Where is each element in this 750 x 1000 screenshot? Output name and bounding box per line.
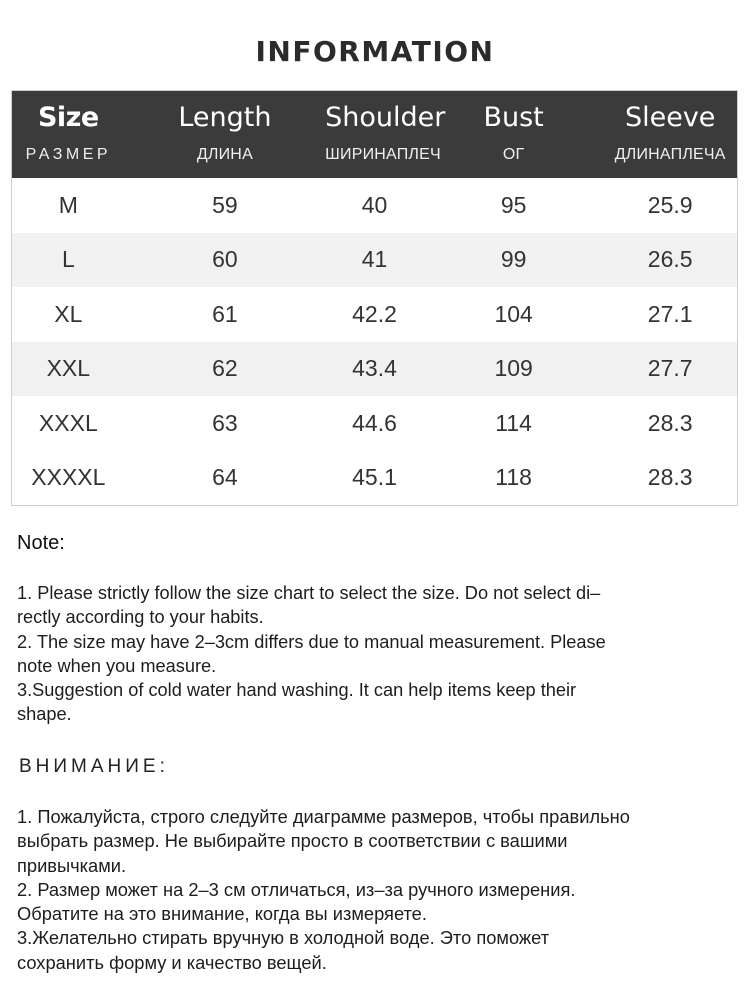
table-row: [12, 396, 737, 451]
attention-line: привычками.: [17, 854, 127, 876]
cell-bust: 109: [494, 355, 533, 382]
note-line: 1. Please strictly follow the size chart to select the size. Do not select di–: [17, 583, 601, 603]
cell-shoulder: 45.1: [352, 464, 397, 491]
cell-shoulder: 43.4: [352, 355, 397, 382]
header-label: Size: [37, 102, 99, 133]
page-title: INFORMATION: [255, 35, 495, 68]
note-heading-wrap: [17, 532, 737, 555]
note-line: 3.Suggestion of cold water hand washing. It can help items keep their: [17, 680, 577, 701]
note-line: shape.: [17, 704, 72, 725]
cell-bust: 118: [495, 464, 532, 491]
cell-shoulder: 42.2: [352, 300, 397, 327]
cell-sleeve: 27.7: [647, 355, 693, 382]
cell-length: 62: [212, 355, 238, 382]
note-line: 2. The size may have 2–3cm differs due to manual measurement. Please: [17, 631, 606, 652]
cell-size: XXL: [46, 355, 91, 382]
header-bust: [424, 91, 604, 178]
header-label: Length: [178, 102, 272, 133]
header-label-ru: ДЛИНАПЛЕЧА: [614, 146, 726, 163]
note-heading: Note:: [17, 532, 65, 554]
cell-sleeve: 25.9: [647, 191, 693, 218]
cell-sleeve: 26.5: [647, 246, 693, 273]
cell-size: XXXXL: [31, 464, 106, 491]
cell-length: 60: [212, 246, 238, 273]
attention-line: 3.Желательно стирать вручную в холодной воде. Это поможет: [17, 927, 550, 949]
cell-sleeve: 27.1: [647, 300, 693, 327]
cell-bust: 99: [500, 246, 527, 273]
size-chart-table: [11, 90, 738, 506]
cell-size: L: [61, 246, 75, 273]
cell-size: XL: [54, 300, 83, 327]
cell-size: M: [58, 191, 78, 218]
cell-sleeve: 28.3: [647, 409, 693, 436]
header-size: [12, 91, 125, 178]
header-sleeve: [603, 91, 737, 178]
cell-length: 64: [212, 464, 238, 491]
attention-line: 1. Пожалуйста, строго следуйте диаграмме размеров, чтобы правильно: [17, 806, 630, 827]
attention-line: 2. Размер может на 2–3 см отличаться, из–за ручного измерения.: [17, 878, 576, 900]
header-label-ru: ШИРИНАПЛЕЧ: [325, 146, 441, 163]
header-shoulder: [325, 91, 446, 178]
table-row: [12, 451, 737, 506]
table-row: [12, 287, 737, 342]
header-label: Shoulder: [325, 102, 446, 133]
cell-sleeve: 28.3: [647, 464, 693, 491]
table-row: [12, 342, 737, 397]
table-header: [12, 91, 737, 178]
cell-length: 61: [212, 300, 238, 327]
cell-length: 63: [212, 409, 238, 436]
header-label: Bust: [483, 102, 544, 133]
attention-heading: ВНИМАНИЕ:: [19, 756, 169, 777]
cell-length: 59: [212, 191, 238, 218]
header-label-ru: ДЛИНА: [196, 146, 253, 163]
cell-shoulder: 44.6: [352, 409, 397, 436]
note-line: rectly according to your habits.: [17, 607, 264, 628]
cell-shoulder: 41: [361, 246, 388, 273]
cell-bust: 95: [500, 191, 527, 218]
attention-line: выбрать размер. Не выбирайте просто в соответствии с вашими: [17, 830, 568, 852]
cell-bust: 114: [495, 409, 532, 436]
cell-bust: 104: [494, 300, 533, 327]
header-label-ru: ОГ: [502, 146, 525, 163]
table-row: [12, 178, 737, 233]
note-line: note when you measure.: [17, 655, 217, 676]
cell-size: XXXL: [38, 409, 98, 436]
cell-shoulder: 40: [361, 191, 388, 218]
attention-line: Обратите на это внимание, когда вы измеряете.: [17, 903, 427, 925]
table-row: [12, 233, 737, 288]
header-length: [125, 91, 325, 178]
header-label: Sleeve: [624, 102, 716, 133]
header-label-ru: РАЗМЕР: [25, 146, 112, 163]
attention-line: сохранить форму и качество вещей.: [17, 951, 327, 973]
attention-text: [17, 805, 737, 975]
note-text: [17, 581, 737, 727]
